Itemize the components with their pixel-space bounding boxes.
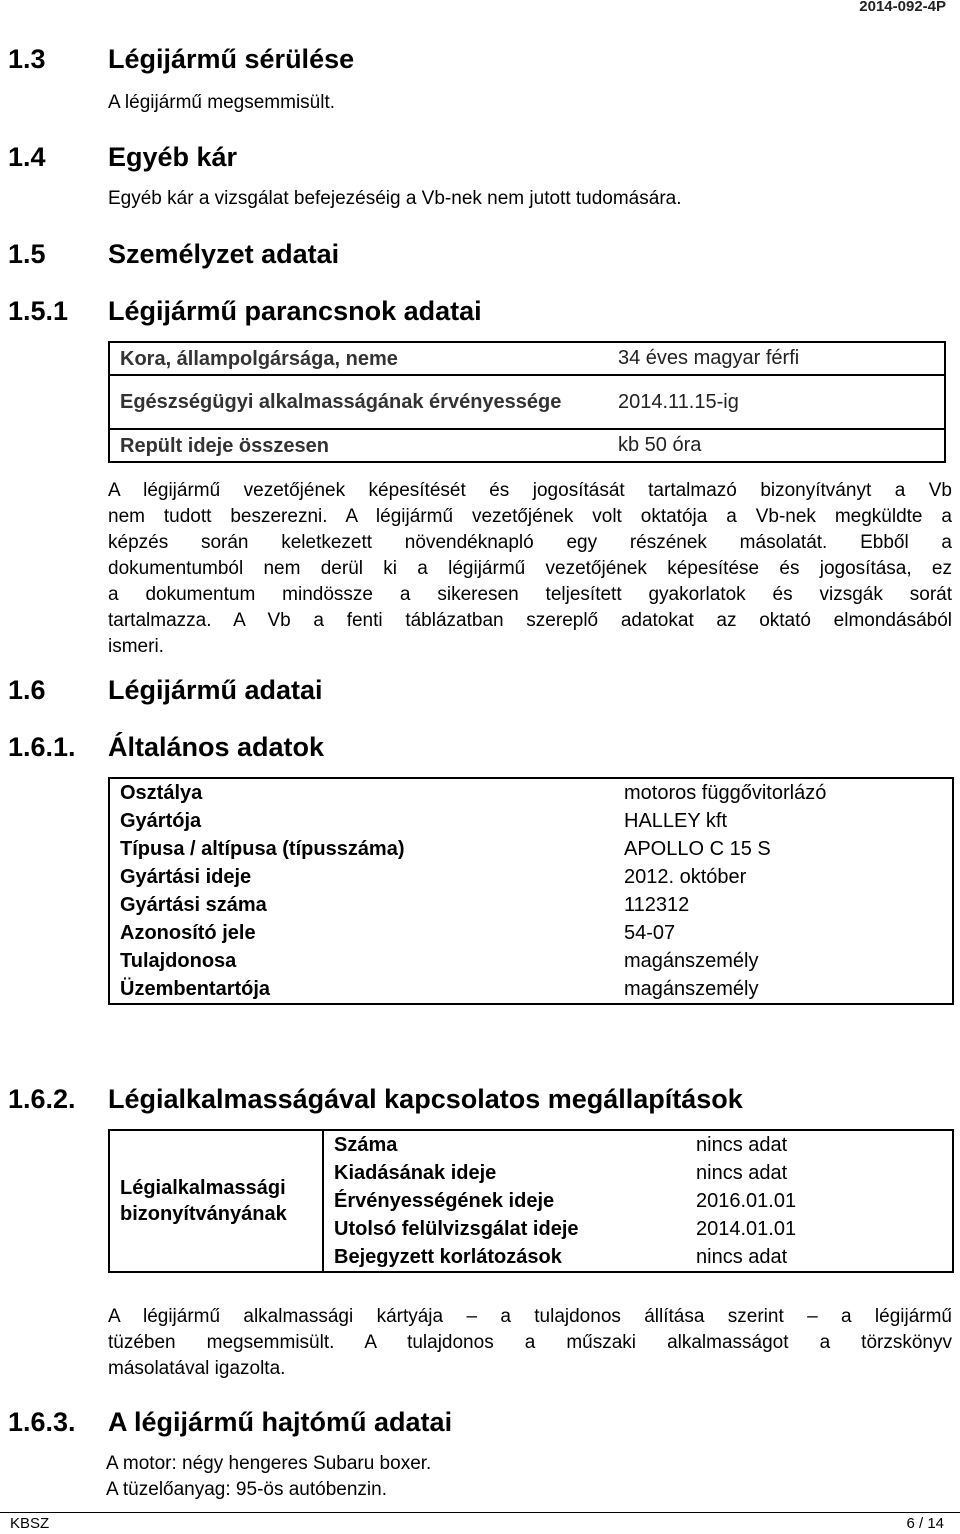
row-label: Bejegyzett korlátozások <box>323 1243 686 1272</box>
paragraph-line: másolatával igazolta. <box>108 1358 286 1379</box>
row-value: nincs adat <box>686 1243 953 1272</box>
document-id: 2014-092-4P <box>859 0 946 15</box>
row-value: 2016.01.01 <box>686 1187 953 1215</box>
row-value: 54-07 <box>614 919 953 947</box>
paragraph-line: nem tudott beszerezni. A légijármű vezetőjének volt oktatója a Vb-nek megküldte a <box>108 506 952 527</box>
row-label: Gyártási száma <box>109 891 614 919</box>
row-value: motoros függővitorlázó <box>614 778 953 807</box>
row-label: Üzembentartója <box>109 975 614 1004</box>
row-label: Gyártási ideje <box>109 863 614 891</box>
footer-org: KBSZ <box>10 1515 50 1532</box>
fuel-line: A tüzelőanyag: 95-ös autóbenzin. <box>106 1479 387 1500</box>
row-label: Gyártója <box>109 807 614 835</box>
paragraph-line: tüzében megsemmisült. A tulajdonos a műszaki alkalmasságot a törzskönyv <box>108 1332 952 1353</box>
row-value: 112312 <box>614 891 953 919</box>
pilot-paragraph <box>108 478 952 660</box>
page-number: 6 / 14 <box>906 1515 944 1532</box>
airworthiness-paragraph <box>108 1304 952 1382</box>
row-label: Egészségügyi alkalmasságának érvényessége <box>109 375 608 429</box>
table-row <box>109 919 953 947</box>
row-value: nincs adat <box>686 1159 953 1187</box>
engine-line: A motor: négy hengeres Subaru boxer. <box>106 1453 432 1474</box>
row-label: Utolsó felülvizsgálat ideje <box>323 1215 686 1243</box>
row-value: magánszemély <box>614 947 953 975</box>
row-value: 2014.01.01 <box>686 1215 953 1243</box>
paragraph-line: a dokumentum mindössze a sikeresen teljesített gyakorlatok és vizsgák sorát <box>108 584 952 605</box>
table-row <box>109 1130 953 1159</box>
table-row <box>109 342 945 375</box>
row-label: Kiadásának ideje <box>323 1159 686 1187</box>
row-value: 2012. október <box>614 863 953 891</box>
pilot-data-table <box>108 341 946 463</box>
section-1-6-3-title: A légijármű hajtómű adatai <box>108 1407 453 1437</box>
table-row <box>109 975 953 1004</box>
aircraft-general-table <box>108 777 954 1005</box>
table-row <box>109 375 945 429</box>
section-1-5-1-title: Légijármű parancsnok adatai <box>108 296 482 326</box>
table-row <box>109 891 953 919</box>
section-1-6-2-number: 1.6.2. <box>8 1084 76 1114</box>
row-value: HALLEY kft <box>614 807 953 835</box>
section-1-6-1-number: 1.6.1. <box>8 732 76 762</box>
table-row <box>109 863 953 891</box>
row-label: Osztálya <box>109 778 614 807</box>
row-value: 34 éves magyar férfi <box>608 342 945 375</box>
row-label: Típusa / altípusa (típusszáma) <box>109 835 614 863</box>
table-row <box>109 429 945 462</box>
section-1-4-text: Egyéb kár a vizsgálat befejezéséig a Vb-nek nem jutott tudomására. <box>108 188 682 209</box>
section-1-6-number: 1.6 <box>8 675 46 705</box>
section-1-6-1-title: Általános adatok <box>108 732 325 762</box>
table-row <box>109 947 953 975</box>
table-row <box>109 835 953 863</box>
row-label: Repült ideje összesen <box>109 429 608 462</box>
paragraph-line: A légijármű vezetőjének képesítését és jogosítását tartalmazó bizonyítványt a Vb <box>108 480 952 501</box>
paragraph-line: dokumentumból nem derül ki a légijármű vezetőjének képesítése és jogosítása, ez <box>108 558 952 579</box>
paragraph-line: A légijármű alkalmassági kártyája – a tulajdonos állítása szerint – a légijármű <box>108 1306 952 1327</box>
footer-divider <box>0 1512 960 1513</box>
table-row <box>109 778 953 807</box>
section-1-3-text: A légijármű megsemmisült. <box>108 92 336 113</box>
row-value: magánszemély <box>614 975 953 1004</box>
group-label: Légialkalmassági bizonyítványának <box>109 1130 323 1272</box>
section-1-4-number: 1.4 <box>8 142 46 172</box>
paragraph-line: képzés során keletkezett növendéknapló egy részének másolatát. Ebből a <box>108 532 952 553</box>
paragraph-line: tartalmazza. A Vb a fenti táblázatban szereplő adatokat az oktató elmondásából <box>108 610 952 631</box>
row-label: Tulajdonosa <box>109 947 614 975</box>
section-1-5-1-number: 1.5.1 <box>8 296 69 326</box>
row-value: APOLLO C 15 S <box>614 835 953 863</box>
row-label: Száma <box>323 1130 686 1159</box>
section-1-4-title: Egyéb kár <box>108 142 238 172</box>
section-1-6-3-number: 1.6.3. <box>8 1407 76 1437</box>
section-1-5-number: 1.5 <box>8 239 46 269</box>
row-value: 2014.11.15-ig <box>608 375 945 429</box>
row-value: nincs adat <box>686 1130 953 1159</box>
row-label: Kora, állampolgársága, neme <box>109 342 608 375</box>
section-1-3-number: 1.3 <box>8 44 46 74</box>
row-value: kb 50 óra <box>608 429 945 462</box>
section-1-6-2-title: Légialkalmasságával kapcsolatos megállapítások <box>108 1084 743 1114</box>
section-1-5-title: Személyzet adatai <box>108 239 340 269</box>
table-row <box>109 807 953 835</box>
row-label: Azonosító jele <box>109 919 614 947</box>
airworthiness-table <box>108 1129 954 1273</box>
section-1-6-title: Légijármű adatai <box>108 675 323 705</box>
section-1-3-title: Légijármű sérülése <box>108 44 355 74</box>
row-label: Érvényességének ideje <box>323 1187 686 1215</box>
paragraph-line: ismeri. <box>108 636 164 657</box>
